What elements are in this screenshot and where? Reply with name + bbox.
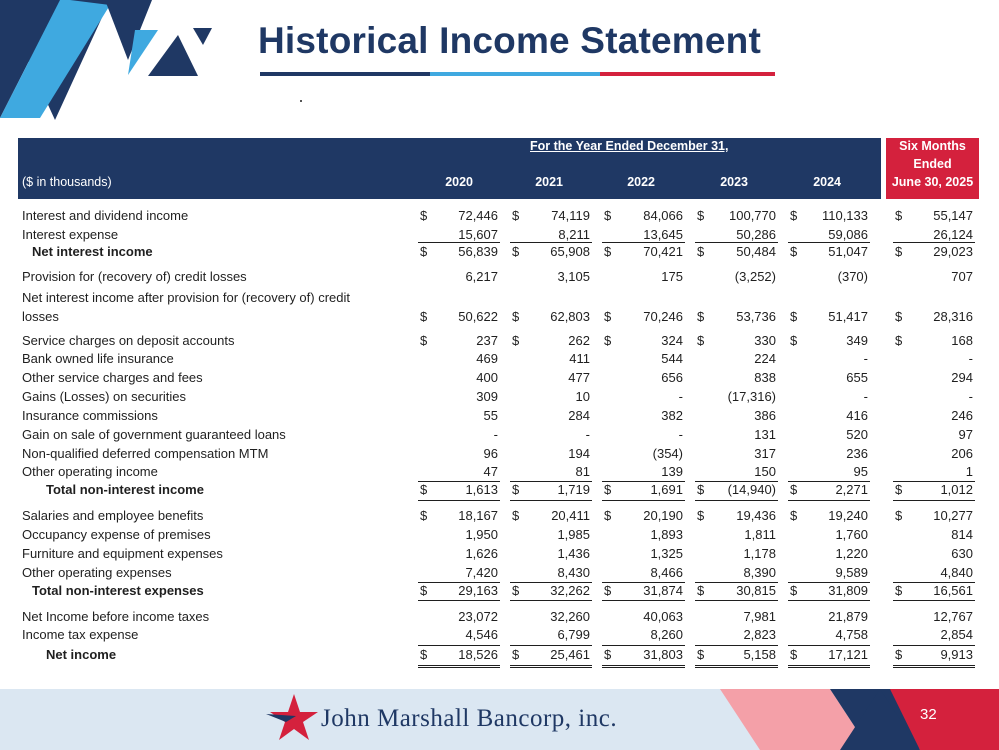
cell-value: 386	[754, 408, 776, 423]
cell-value: 131	[754, 427, 776, 442]
rule-line	[602, 242, 685, 243]
year-header: 2023	[720, 175, 748, 189]
cell-value: 194	[568, 446, 590, 461]
cell-value: 1,436	[557, 546, 590, 561]
row-label: Furniture and equipment expenses	[22, 546, 223, 561]
rule-line	[788, 481, 870, 482]
cell-value: 32,260	[550, 609, 590, 624]
row-label: Net interest income after provision for (recovery of) credit	[22, 290, 351, 305]
title-underline-navy	[260, 72, 430, 76]
cell-value: 15,607	[458, 227, 498, 242]
cell-value: -	[493, 427, 498, 442]
dollar-sign: $	[420, 583, 428, 598]
cell-value: 56,839	[458, 244, 498, 259]
dollar-sign: $	[790, 309, 798, 324]
rule-line	[602, 481, 685, 482]
dollar-sign: $	[420, 647, 428, 662]
row-label: Net Income before income taxes	[22, 609, 210, 624]
cell-value: 6,217	[465, 269, 498, 284]
rule-line	[788, 645, 870, 646]
cell-value: 8,260	[650, 627, 683, 642]
row-label: Net interest income	[32, 244, 153, 259]
dollar-sign: $	[895, 333, 903, 348]
star-logo-icon	[266, 692, 318, 742]
row-label: Non-qualified deferred compensation MTM	[22, 446, 269, 461]
cell-value: 224	[754, 351, 776, 366]
dollar-sign: $	[697, 309, 705, 324]
row-label: Income tax expense	[22, 627, 139, 642]
dollar-sign: $	[512, 508, 520, 523]
dollar-sign: $	[790, 583, 798, 598]
row-label: Occupancy expense of premises	[22, 527, 211, 542]
cell-value: (17,316)	[727, 389, 776, 404]
cell-value: (14,940)	[727, 482, 776, 497]
dollar-sign: $	[512, 309, 520, 324]
title-underline-blue	[430, 72, 600, 76]
cell-value: 1,760	[835, 527, 868, 542]
rule-line	[418, 500, 500, 501]
row-label: Provision for (recovery of) credit losses	[22, 269, 247, 284]
cell-value: 2,823	[743, 627, 776, 642]
rule-line	[788, 500, 870, 501]
dollar-sign: $	[420, 482, 428, 497]
dollar-sign: $	[790, 244, 798, 259]
cell-value: 31,874	[643, 583, 683, 598]
cell-value: 9,589	[835, 565, 868, 580]
dollar-sign: $	[420, 208, 428, 223]
cell-value: 25,461	[550, 647, 590, 662]
period-heading: For the Year Ended December 31,	[530, 139, 729, 153]
rule-line	[788, 582, 870, 583]
cell-value: -	[863, 389, 868, 404]
cell-value: 62,803	[550, 309, 590, 324]
dollar-sign: $	[420, 333, 428, 348]
rule-line	[893, 500, 975, 501]
cell-value: 81	[575, 464, 590, 479]
rule-line	[893, 582, 975, 583]
cell-value: 139	[661, 464, 683, 479]
cell-value: 50,286	[736, 227, 776, 242]
year-header: 2020	[445, 175, 473, 189]
dollar-sign: $	[895, 208, 903, 223]
dollar-sign: $	[604, 244, 612, 259]
rule-line	[695, 481, 778, 482]
dollar-sign: $	[790, 208, 798, 223]
rule-line	[510, 645, 592, 646]
row-label: Bank owned life insurance	[22, 351, 174, 366]
dollar-sign: $	[697, 208, 705, 223]
footer-triangles-graphic	[720, 689, 999, 750]
rule-line	[418, 645, 500, 646]
rule-line	[510, 582, 592, 583]
cell-value: 31,803	[643, 647, 683, 662]
cell-value: 656	[661, 370, 683, 385]
cell-value: 50,622	[458, 309, 498, 324]
cell-value: (370)	[837, 269, 868, 284]
rule-line	[695, 665, 778, 666]
dollar-sign: $	[604, 309, 612, 324]
dollar-sign: $	[895, 482, 903, 497]
rule-line	[788, 600, 870, 601]
cell-value: 55	[483, 408, 498, 423]
row-label: Service charges on deposit accounts	[22, 333, 235, 348]
cell-value: -	[678, 389, 683, 404]
cell-value: 97	[958, 427, 973, 442]
six-months-header: Six Months	[899, 139, 966, 153]
row-label: Gains (Losses) on securities	[22, 389, 187, 404]
rule-line	[602, 645, 685, 646]
cell-value: 31,809	[828, 583, 868, 598]
cell-value: 7,420	[465, 565, 498, 580]
brand-triangles-graphic	[0, 0, 230, 120]
cell-value: 10	[575, 389, 590, 404]
decorative-dot	[300, 100, 302, 102]
dollar-sign: $	[512, 244, 520, 259]
cell-value: -	[968, 351, 973, 366]
row-label: Total non-interest income	[46, 482, 204, 497]
cell-value: 51,047	[828, 244, 868, 259]
year-header: 2021	[535, 175, 563, 189]
rule-line	[418, 665, 500, 666]
cell-value: 262	[568, 333, 590, 348]
dollar-sign: $	[790, 508, 798, 523]
cell-value: 150	[754, 464, 776, 479]
rule-line	[602, 600, 685, 601]
dollar-sign: $	[697, 583, 705, 598]
cell-value: -	[968, 389, 973, 404]
title-underline-red	[600, 72, 775, 76]
company-logo-text: John Marshall Bancorp, inc.	[321, 705, 618, 732]
rule-line	[602, 582, 685, 583]
dollar-sign: $	[604, 208, 612, 223]
cell-value: 96	[483, 446, 498, 461]
cell-value: 50,484	[736, 244, 776, 259]
rule-line	[602, 667, 685, 668]
cell-value: 349	[846, 333, 868, 348]
rule-line	[602, 500, 685, 501]
cell-value: 382	[661, 408, 683, 423]
cell-value: 16,561	[933, 583, 973, 598]
cell-value: 1,950	[465, 527, 498, 542]
rule-line	[418, 582, 500, 583]
dollar-sign: $	[420, 309, 428, 324]
rule-line	[418, 600, 500, 601]
cell-value: 19,436	[736, 508, 776, 523]
rule-line	[788, 242, 870, 243]
cell-value: 5,158	[743, 647, 776, 662]
row-label: Other operating income	[22, 464, 158, 479]
rule-line	[893, 667, 975, 668]
table-header	[18, 138, 881, 199]
rule-line	[418, 667, 500, 668]
row-label: Salaries and employee benefits	[22, 508, 204, 523]
cell-value: 1,719	[557, 482, 590, 497]
row-label: Insurance commissions	[22, 408, 158, 423]
cell-value: 13,645	[643, 227, 683, 242]
cell-value: 19,240	[828, 508, 868, 523]
cell-value: 9,913	[940, 647, 973, 662]
rule-line	[893, 645, 975, 646]
dollar-sign: $	[512, 647, 520, 662]
year-header: 2022	[627, 175, 655, 189]
cell-value: 1,325	[650, 546, 683, 561]
cell-value: 411	[569, 351, 590, 366]
cell-value: 65,908	[550, 244, 590, 259]
rule-line	[893, 665, 975, 666]
dollar-sign: $	[895, 309, 903, 324]
dollar-sign: $	[604, 583, 612, 598]
rule-line	[695, 582, 778, 583]
rule-line	[602, 665, 685, 666]
rule-line	[695, 667, 778, 668]
dollar-sign: $	[512, 482, 520, 497]
row-label: Net income	[46, 647, 117, 662]
cell-value: 20,411	[551, 508, 590, 523]
page-number: 32	[920, 706, 937, 723]
rule-line	[510, 500, 592, 501]
cell-value: (3,252)	[734, 269, 776, 284]
cell-value: 8,211	[558, 227, 590, 242]
cell-value: 1,613	[465, 482, 498, 497]
rule-line	[510, 481, 592, 482]
dollar-sign: $	[697, 333, 705, 348]
cell-value: 175	[661, 269, 683, 284]
dollar-sign: $	[895, 508, 903, 523]
dollar-sign: $	[895, 583, 903, 598]
cell-value: -	[863, 351, 868, 366]
cell-value: 168	[951, 333, 973, 348]
dollar-sign: $	[604, 482, 612, 497]
cell-value: 814	[951, 527, 973, 542]
cell-value: 23,072	[458, 609, 498, 624]
cell-value: 246	[951, 408, 973, 423]
cell-value: 4,546	[465, 627, 498, 642]
dollar-sign: $	[790, 647, 798, 662]
cell-value: 20,190	[643, 508, 683, 523]
rule-line	[418, 242, 500, 243]
cell-value: 51,417	[828, 309, 868, 324]
row-label: Interest and dividend income	[22, 208, 189, 223]
dollar-sign: $	[895, 647, 903, 662]
dollar-sign: $	[512, 208, 520, 223]
dollar-sign: $	[895, 244, 903, 259]
row-label: Gain on sale of government guaranteed loans	[22, 427, 286, 442]
six-months-header: Ended	[913, 157, 952, 171]
dollar-sign: $	[790, 482, 798, 497]
cell-value: 1,893	[650, 527, 683, 542]
cell-value: 17,121	[828, 647, 868, 662]
rule-line	[695, 645, 778, 646]
dollar-sign: $	[512, 333, 520, 348]
cell-value: 630	[951, 546, 973, 561]
dollar-sign: $	[604, 333, 612, 348]
units-label: ($ in thousands)	[22, 175, 112, 189]
row-label: losses	[22, 309, 59, 324]
cell-value: 416	[846, 408, 868, 423]
cell-value: 8,390	[743, 565, 776, 580]
cell-value: 30,815	[736, 583, 776, 598]
cell-value: 477	[568, 370, 590, 385]
cell-value: 10,277	[933, 508, 973, 523]
cell-value: 110,133	[821, 208, 868, 223]
cell-value: 206	[951, 446, 973, 461]
cell-value: 4,758	[835, 627, 868, 642]
cell-value: 284	[568, 408, 590, 423]
page-title: Historical Income Statement	[258, 20, 761, 61]
cell-value: 1,220	[835, 546, 868, 561]
cell-value: 330	[754, 333, 776, 348]
cell-value: 1	[965, 464, 973, 479]
cell-value: 1,178	[743, 546, 776, 561]
cell-value: 1,985	[557, 527, 590, 542]
rule-line	[510, 665, 592, 666]
cell-value: 1,012	[940, 482, 973, 497]
cell-value: -	[585, 427, 590, 442]
rule-line	[893, 600, 975, 601]
dollar-sign: $	[604, 647, 612, 662]
cell-value: 84,066	[643, 208, 683, 223]
cell-value: 59,086	[828, 227, 868, 242]
rule-line	[695, 600, 778, 601]
cell-value: 8,430	[557, 565, 590, 580]
cell-value: -	[678, 427, 683, 442]
dollar-sign: $	[604, 508, 612, 523]
cell-value: 1,691	[650, 482, 683, 497]
dollar-sign: $	[420, 244, 428, 259]
cell-value: 469	[476, 351, 498, 366]
dollar-sign: $	[420, 508, 428, 523]
cell-value: 21,879	[828, 609, 868, 624]
rule-line	[510, 242, 592, 243]
cell-value: 236	[846, 446, 868, 461]
cell-value: 53,736	[736, 309, 776, 324]
cell-value: 100,770	[729, 208, 776, 223]
cell-value: 400	[476, 370, 498, 385]
cell-value: 26,124	[933, 227, 973, 242]
cell-value: 28,316	[933, 309, 973, 324]
cell-value: 294	[951, 370, 973, 385]
dollar-sign: $	[697, 508, 705, 523]
cell-value: 1,811	[744, 527, 776, 542]
rule-line	[893, 242, 975, 243]
row-label: Other operating expenses	[22, 565, 172, 580]
cell-value: 12,767	[933, 609, 973, 624]
dollar-sign: $	[790, 333, 798, 348]
cell-value: 544	[661, 351, 683, 366]
row-label: Other service charges and fees	[22, 370, 203, 385]
cell-value: 237	[476, 333, 498, 348]
cell-value: 70,421	[643, 244, 683, 259]
cell-value: 8,466	[650, 565, 683, 580]
year-header: 2024	[813, 175, 841, 189]
dollar-sign: $	[697, 647, 705, 662]
cell-value: 70,246	[643, 309, 683, 324]
cell-value: 74,119	[551, 208, 590, 223]
rule-line	[510, 667, 592, 668]
dollar-sign: $	[697, 244, 705, 259]
cell-value: 29,023	[933, 244, 973, 259]
cell-value: 2,854	[940, 627, 973, 642]
cell-value: 32,262	[550, 583, 590, 598]
cell-value: 18,167	[458, 508, 498, 523]
cell-value: 29,163	[458, 583, 498, 598]
cell-value: 655	[846, 370, 868, 385]
row-label: Interest expense	[22, 227, 119, 242]
rule-line	[788, 665, 870, 666]
cell-value: 7,981	[743, 609, 776, 624]
rule-line	[788, 667, 870, 668]
rule-line	[695, 500, 778, 501]
cell-value: 317	[754, 446, 776, 461]
cell-value: 4,840	[940, 565, 973, 580]
six-months-header: June 30, 2025	[891, 175, 974, 189]
cell-value: 324	[661, 333, 683, 348]
rule-line	[893, 481, 975, 482]
rule-line	[695, 242, 778, 243]
cell-value: 838	[754, 370, 776, 385]
cell-value: 47	[483, 464, 498, 479]
dollar-sign: $	[697, 482, 705, 497]
cell-value: (354)	[652, 446, 683, 461]
cell-value: 6,799	[557, 627, 590, 642]
cell-value: 309	[476, 389, 498, 404]
cell-value: 18,526	[458, 647, 498, 662]
rule-line	[418, 481, 500, 482]
cell-value: 520	[846, 427, 868, 442]
row-label: Total non-interest expenses	[32, 583, 204, 598]
cell-value: 40,063	[643, 609, 683, 624]
dollar-sign: $	[512, 583, 520, 598]
cell-value: 1,626	[465, 546, 498, 561]
cell-value: 95	[853, 464, 868, 479]
cell-value: 3,105	[557, 269, 590, 284]
cell-value: 2,271	[835, 482, 868, 497]
cell-value: 707	[951, 269, 973, 284]
rule-line	[510, 600, 592, 601]
cell-value: 55,147	[933, 208, 973, 223]
cell-value: 72,446	[458, 208, 498, 223]
